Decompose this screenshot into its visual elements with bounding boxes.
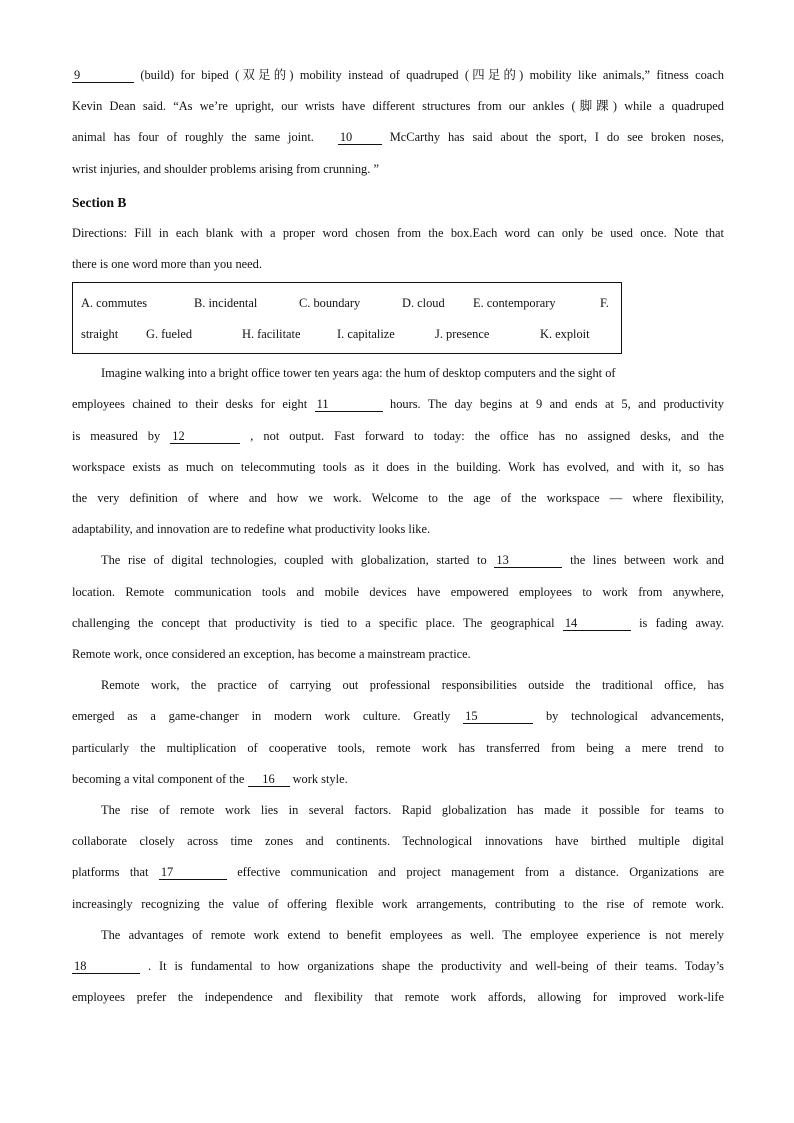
word-option: K. exploit [540, 327, 590, 342]
text-run: becoming a vital component of the [72, 771, 245, 786]
word-option: I. capitalize [337, 327, 395, 342]
text-run: (build) for biped (双足的) mobility instead of quadruped (四足的) mobility like animals,” fitness coach [140, 68, 724, 82]
text-run: effective communication and project management from a distance. Organizations are [237, 865, 724, 880]
directions-line: there is one word more than you need. [72, 257, 262, 272]
text-line [72, 608, 724, 639]
text-line: Kevin Dean said. “As we’re upright, our wrists have different structures from our ankles (脚踝) while a quadruped [72, 99, 724, 114]
text-line: adaptability, and innovation are to redefine what productivity looks like. [72, 522, 431, 537]
text-line [72, 764, 724, 795]
word-option: D. cloud [402, 296, 445, 311]
word-option: G. fueled [146, 327, 193, 342]
text-line [72, 60, 724, 91]
text-run: hours. The day begins at 9 and ends at 5, and productivity [390, 397, 724, 412]
text-run: animal has four of roughly the same joint. [72, 130, 314, 145]
answer-blank[interactable]: 13 [494, 553, 562, 568]
text-line: employees prefer the independence and flexibility that remote work affords, allowing for improved work-life [72, 990, 724, 1005]
word-box [72, 282, 622, 354]
word-option: J. presence [435, 327, 490, 342]
word-option: A. commutes [81, 296, 148, 311]
text-run: platforms that [72, 865, 149, 880]
word-option: E. contemporary [473, 296, 556, 311]
text-line: The rise of remote work lies in several factors. Rapid globalization has made it possible for teams to [101, 803, 724, 818]
text-line: The advantages of remote work extend to benefit employees as well. The employee experience is not merely [101, 927, 724, 942]
text-run: is fading away. [639, 615, 724, 630]
text-run: is measured by [72, 428, 161, 443]
answer-blank[interactable]: 15 [463, 709, 533, 724]
text-line: location. Remote communication tools and mobile devices have empowered employees to work from anywhere, [72, 584, 724, 599]
answer-blank[interactable]: 18 [72, 959, 140, 974]
document-page [72, 60, 724, 1013]
text-line: particularly the multiplication of cooperative tools, remote work has transferred from being a mere trend to [72, 740, 724, 755]
text-line [72, 545, 724, 576]
word-box-row [81, 290, 613, 321]
text-line [72, 857, 724, 888]
text-line [72, 421, 724, 452]
text-run: McCarthy has said about the sport, I do see broken noses, [389, 130, 724, 145]
text-line: increasingly recognizing the value of offering flexible work arrangements, contributing to the rise of remote work. [72, 896, 724, 911]
word-option: straight [81, 327, 119, 342]
answer-blank[interactable]: 10 [338, 130, 382, 145]
text-line: Remote work, once considered an exception, has become a mainstream practice. [72, 647, 471, 662]
answer-blank[interactable]: 16 [248, 772, 290, 787]
text-run: work style. [292, 771, 348, 786]
answer-blank[interactable]: 11 [315, 397, 383, 412]
text-run: The rise of digital technologies, coupled with globalization, started to [101, 553, 487, 568]
text-line [72, 951, 724, 982]
text-line [72, 701, 724, 732]
text-line [72, 389, 724, 420]
text-line: collaborate closely across time zones and continents. Technological innovations have birthed multiple digital [72, 834, 724, 849]
answer-blank[interactable]: 17 [159, 865, 227, 880]
text-line: Imagine walking into a bright office tower ten years aga: the hum of desktop computers and the sight of [101, 366, 616, 381]
text-run: . It is fundamental to how organizations shape the productivity and well-being of their teams. Today’s [147, 959, 724, 974]
text-line: the very definition of where and how we work. Welcome to the age of the workspace — where flexibility, [72, 491, 724, 506]
text-run: by technological advancements, [545, 709, 724, 724]
text-line [72, 122, 724, 153]
text-run: the lines between work and [570, 553, 724, 568]
text-line: workspace exists as much on telecommuting tools as it does in the building. Work has evolved, and with it, so has [72, 459, 724, 474]
answer-blank[interactable]: 12 [170, 429, 240, 444]
text-run: employees chained to their desks for eight [72, 397, 308, 412]
text-run: challenging the concept that productivity is tied to a specific place. The geographical [72, 615, 555, 630]
word-box-row [81, 321, 613, 352]
answer-blank[interactable]: 14 [563, 616, 631, 631]
text-line: Remote work, the practice of carrying out professional responsibilities outside the traditional office, has [101, 678, 724, 693]
text-run: , not output. Fast forward to today: the office has no assigned desks, and the [250, 428, 724, 443]
section-title: Section B [72, 194, 127, 210]
word-option: B. incidental [194, 296, 258, 311]
text-line: wrist injuries, and shoulder problems arising from crunning. ” [72, 161, 379, 176]
word-option: C. boundary [299, 296, 361, 311]
answer-blank[interactable]: 9 [72, 68, 134, 83]
directions-line: Directions: Fill in each blank with a proper word chosen from the box.Each word can only be used once. Note that [72, 225, 724, 240]
text-run: emerged as a game-changer in modern work culture. Greatly [72, 709, 451, 724]
word-option: H. facilitate [242, 327, 301, 342]
word-option: F. [600, 296, 609, 311]
